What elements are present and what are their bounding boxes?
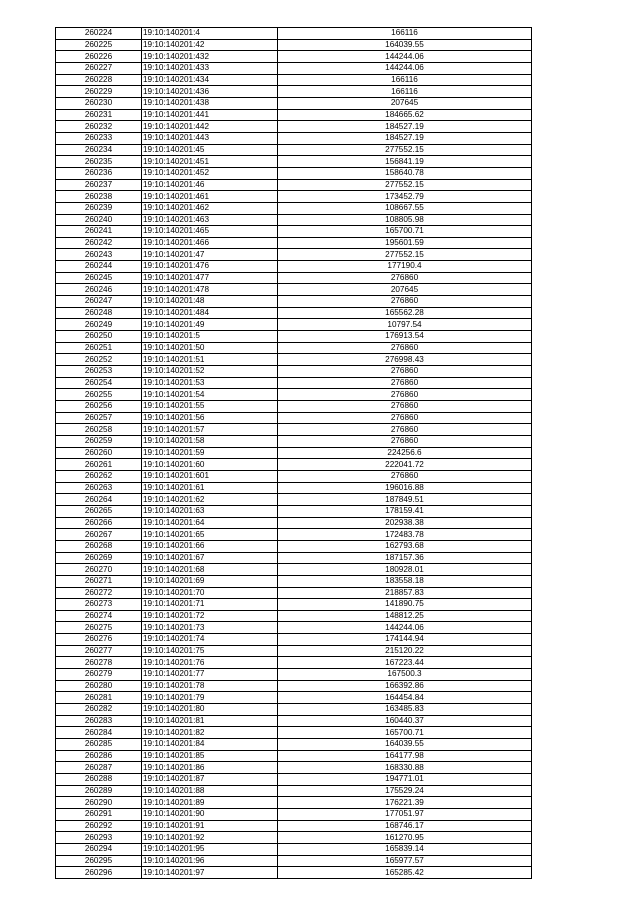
row-number-cell: 260255 bbox=[56, 389, 142, 401]
value-cell: 224256.6 bbox=[278, 447, 532, 459]
value-cell: 277552.15 bbox=[278, 144, 532, 156]
value-cell: 162793.68 bbox=[278, 540, 532, 552]
row-number-cell: 260260 bbox=[56, 447, 142, 459]
value-cell: 164454.84 bbox=[278, 692, 532, 704]
table-row bbox=[56, 529, 532, 541]
table-row bbox=[56, 692, 532, 704]
value-cell: 187849.51 bbox=[278, 494, 532, 506]
document-page bbox=[55, 27, 532, 879]
table-row bbox=[56, 28, 532, 40]
row-number-cell: 260227 bbox=[56, 62, 142, 74]
value-cell: 276860 bbox=[278, 342, 532, 354]
table-row bbox=[56, 645, 532, 657]
row-number-cell: 260230 bbox=[56, 97, 142, 109]
table-row bbox=[56, 750, 532, 762]
row-number-cell: 260282 bbox=[56, 704, 142, 716]
table-row bbox=[56, 820, 532, 832]
value-cell: 276860 bbox=[278, 389, 532, 401]
cadastral-number-cell: 19:10:140201:451 bbox=[142, 156, 278, 168]
row-number-cell: 260237 bbox=[56, 179, 142, 191]
table-row bbox=[56, 610, 532, 622]
cadastral-number-cell: 19:10:140201:74 bbox=[142, 634, 278, 646]
row-number-cell: 260224 bbox=[56, 28, 142, 40]
row-number-cell: 260235 bbox=[56, 156, 142, 168]
table-row bbox=[56, 552, 532, 564]
table-row bbox=[56, 377, 532, 389]
row-number-cell: 260262 bbox=[56, 470, 142, 482]
cadastral-number-cell: 19:10:140201:57 bbox=[142, 424, 278, 436]
table-row bbox=[56, 261, 532, 273]
table-row bbox=[56, 739, 532, 751]
value-cell: 165700.71 bbox=[278, 226, 532, 238]
table-row bbox=[56, 867, 532, 879]
cadastral-number-cell: 19:10:140201:70 bbox=[142, 587, 278, 599]
cadastral-number-cell: 19:10:140201:443 bbox=[142, 132, 278, 144]
cadastral-number-cell: 19:10:140201:92 bbox=[142, 832, 278, 844]
row-number-cell: 260281 bbox=[56, 692, 142, 704]
value-cell: 184527.19 bbox=[278, 132, 532, 144]
cadastral-number-cell: 19:10:140201:466 bbox=[142, 237, 278, 249]
row-number-cell: 260238 bbox=[56, 191, 142, 203]
value-cell: 166116 bbox=[278, 74, 532, 86]
cadastral-number-cell: 19:10:140201:66 bbox=[142, 540, 278, 552]
value-cell: 167223.44 bbox=[278, 657, 532, 669]
cadastral-number-cell: 19:10:140201:465 bbox=[142, 226, 278, 238]
cadastral-number-cell: 19:10:140201:78 bbox=[142, 680, 278, 692]
row-number-cell: 260261 bbox=[56, 459, 142, 471]
table-row bbox=[56, 132, 532, 144]
value-cell: 148812.25 bbox=[278, 610, 532, 622]
table-row bbox=[56, 797, 532, 809]
value-cell: 174144.94 bbox=[278, 634, 532, 646]
value-cell: 276998.43 bbox=[278, 354, 532, 366]
value-cell: 164039.55 bbox=[278, 39, 532, 51]
row-number-cell: 260277 bbox=[56, 645, 142, 657]
cadastral-number-cell: 19:10:140201:50 bbox=[142, 342, 278, 354]
table-row bbox=[56, 366, 532, 378]
cadastral-number-cell: 19:10:140201:476 bbox=[142, 261, 278, 273]
cadastral-number-cell: 19:10:140201:90 bbox=[142, 808, 278, 820]
row-number-cell: 260242 bbox=[56, 237, 142, 249]
value-cell: 175529.24 bbox=[278, 785, 532, 797]
row-number-cell: 260259 bbox=[56, 435, 142, 447]
table-row bbox=[56, 470, 532, 482]
cadastral-number-cell: 19:10:140201:76 bbox=[142, 657, 278, 669]
row-number-cell: 260246 bbox=[56, 284, 142, 296]
value-cell: 277552.15 bbox=[278, 179, 532, 191]
cadastral-number-cell: 19:10:140201:60 bbox=[142, 459, 278, 471]
table-row bbox=[56, 179, 532, 191]
cadastral-number-cell: 19:10:140201:62 bbox=[142, 494, 278, 506]
value-cell: 166116 bbox=[278, 28, 532, 40]
table-row bbox=[56, 727, 532, 739]
cadastral-number-cell: 19:10:140201:53 bbox=[142, 377, 278, 389]
value-cell: 165839.14 bbox=[278, 843, 532, 855]
row-number-cell: 260273 bbox=[56, 599, 142, 611]
value-cell: 184527.19 bbox=[278, 121, 532, 133]
value-cell: 144244.06 bbox=[278, 622, 532, 634]
row-number-cell: 260256 bbox=[56, 401, 142, 413]
cadastral-value-table bbox=[55, 27, 532, 879]
value-cell: 276860 bbox=[278, 470, 532, 482]
value-cell: 180928.01 bbox=[278, 564, 532, 576]
cadastral-number-cell: 19:10:140201:55 bbox=[142, 401, 278, 413]
value-cell: 144244.06 bbox=[278, 51, 532, 63]
value-cell: 187157.36 bbox=[278, 552, 532, 564]
table-row bbox=[56, 331, 532, 343]
value-cell: 276860 bbox=[278, 296, 532, 308]
table-row bbox=[56, 307, 532, 319]
table-row bbox=[56, 97, 532, 109]
value-cell: 276860 bbox=[278, 435, 532, 447]
value-cell: 218857.83 bbox=[278, 587, 532, 599]
row-number-cell: 260249 bbox=[56, 319, 142, 331]
row-number-cell: 260233 bbox=[56, 132, 142, 144]
cadastral-number-cell: 19:10:140201:477 bbox=[142, 272, 278, 284]
row-number-cell: 260229 bbox=[56, 86, 142, 98]
cadastral-number-cell: 19:10:140201:89 bbox=[142, 797, 278, 809]
row-number-cell: 260251 bbox=[56, 342, 142, 354]
cadastral-number-cell: 19:10:140201:52 bbox=[142, 366, 278, 378]
value-cell: 167500.3 bbox=[278, 669, 532, 681]
value-cell: 165285.42 bbox=[278, 867, 532, 879]
row-number-cell: 260288 bbox=[56, 774, 142, 786]
cadastral-number-cell: 19:10:140201:84 bbox=[142, 739, 278, 751]
cadastral-number-cell: 19:10:140201:77 bbox=[142, 669, 278, 681]
row-number-cell: 260280 bbox=[56, 680, 142, 692]
row-number-cell: 260264 bbox=[56, 494, 142, 506]
table-row bbox=[56, 540, 532, 552]
table-row bbox=[56, 51, 532, 63]
cadastral-number-cell: 19:10:140201:81 bbox=[142, 715, 278, 727]
table-row bbox=[56, 156, 532, 168]
table-row bbox=[56, 459, 532, 471]
row-number-cell: 260268 bbox=[56, 540, 142, 552]
table-row bbox=[56, 319, 532, 331]
row-number-cell: 260291 bbox=[56, 808, 142, 820]
cadastral-number-cell: 19:10:140201:73 bbox=[142, 622, 278, 634]
table-row bbox=[56, 342, 532, 354]
cadastral-number-cell: 19:10:140201:59 bbox=[142, 447, 278, 459]
row-number-cell: 260278 bbox=[56, 657, 142, 669]
cadastral-number-cell: 19:10:140201:72 bbox=[142, 610, 278, 622]
row-number-cell: 260276 bbox=[56, 634, 142, 646]
value-cell: 164039.55 bbox=[278, 739, 532, 751]
row-number-cell: 260245 bbox=[56, 272, 142, 284]
row-number-cell: 260265 bbox=[56, 505, 142, 517]
table-row bbox=[56, 505, 532, 517]
table-row bbox=[56, 808, 532, 820]
table-row bbox=[56, 669, 532, 681]
row-number-cell: 260271 bbox=[56, 575, 142, 587]
value-cell: 108805.98 bbox=[278, 214, 532, 226]
row-number-cell: 260243 bbox=[56, 249, 142, 261]
row-number-cell: 260250 bbox=[56, 331, 142, 343]
cadastral-number-cell: 19:10:140201:67 bbox=[142, 552, 278, 564]
value-cell: 161270.95 bbox=[278, 832, 532, 844]
table-row bbox=[56, 575, 532, 587]
cadastral-number-cell: 19:10:140201:48 bbox=[142, 296, 278, 308]
row-number-cell: 260294 bbox=[56, 843, 142, 855]
value-cell: 177190.4 bbox=[278, 261, 532, 273]
cadastral-number-cell: 19:10:140201:45 bbox=[142, 144, 278, 156]
cadastral-number-cell: 19:10:140201:47 bbox=[142, 249, 278, 261]
cadastral-number-cell: 19:10:140201:462 bbox=[142, 202, 278, 214]
cadastral-number-cell: 19:10:140201:95 bbox=[142, 843, 278, 855]
cadastral-number-cell: 19:10:140201:80 bbox=[142, 704, 278, 716]
cadastral-number-cell: 19:10:140201:432 bbox=[142, 51, 278, 63]
value-cell: 196016.88 bbox=[278, 482, 532, 494]
value-cell: 158640.78 bbox=[278, 167, 532, 179]
row-number-cell: 260290 bbox=[56, 797, 142, 809]
row-number-cell: 260286 bbox=[56, 750, 142, 762]
row-number-cell: 260232 bbox=[56, 121, 142, 133]
value-cell: 160440.37 bbox=[278, 715, 532, 727]
cadastral-number-cell: 19:10:140201:87 bbox=[142, 774, 278, 786]
value-cell: 166392.86 bbox=[278, 680, 532, 692]
value-cell: 165562.28 bbox=[278, 307, 532, 319]
row-number-cell: 260267 bbox=[56, 529, 142, 541]
table-row bbox=[56, 39, 532, 51]
value-cell: 222041.72 bbox=[278, 459, 532, 471]
cadastral-number-cell: 19:10:140201:82 bbox=[142, 727, 278, 739]
cadastral-number-cell: 19:10:140201:64 bbox=[142, 517, 278, 529]
value-cell: 276860 bbox=[278, 401, 532, 413]
table-row bbox=[56, 774, 532, 786]
row-number-cell: 260274 bbox=[56, 610, 142, 622]
value-cell: 183558.18 bbox=[278, 575, 532, 587]
table-row bbox=[56, 272, 532, 284]
value-cell: 168330.88 bbox=[278, 762, 532, 774]
cadastral-number-cell: 19:10:140201:58 bbox=[142, 435, 278, 447]
cadastral-number-cell: 19:10:140201:86 bbox=[142, 762, 278, 774]
row-number-cell: 260285 bbox=[56, 739, 142, 751]
row-number-cell: 260263 bbox=[56, 482, 142, 494]
value-cell: 141890.75 bbox=[278, 599, 532, 611]
table-row bbox=[56, 296, 532, 308]
row-number-cell: 260226 bbox=[56, 51, 142, 63]
cadastral-number-cell: 19:10:140201:97 bbox=[142, 867, 278, 879]
table-row bbox=[56, 855, 532, 867]
row-number-cell: 260287 bbox=[56, 762, 142, 774]
value-cell: 164177.98 bbox=[278, 750, 532, 762]
row-number-cell: 260295 bbox=[56, 855, 142, 867]
cadastral-number-cell: 19:10:140201:69 bbox=[142, 575, 278, 587]
cadastral-number-cell: 19:10:140201:441 bbox=[142, 109, 278, 121]
value-cell: 276860 bbox=[278, 272, 532, 284]
value-cell: 166116 bbox=[278, 86, 532, 98]
row-number-cell: 260240 bbox=[56, 214, 142, 226]
table-row bbox=[56, 785, 532, 797]
table-row bbox=[56, 634, 532, 646]
row-number-cell: 260289 bbox=[56, 785, 142, 797]
table-row bbox=[56, 622, 532, 634]
cadastral-number-cell: 19:10:140201:91 bbox=[142, 820, 278, 832]
value-cell: 184665.62 bbox=[278, 109, 532, 121]
cadastral-number-cell: 19:10:140201:49 bbox=[142, 319, 278, 331]
value-cell: 156841.19 bbox=[278, 156, 532, 168]
row-number-cell: 260234 bbox=[56, 144, 142, 156]
cadastral-number-cell: 19:10:140201:71 bbox=[142, 599, 278, 611]
value-cell: 195601.59 bbox=[278, 237, 532, 249]
cadastral-number-cell: 19:10:140201:65 bbox=[142, 529, 278, 541]
table-row bbox=[56, 587, 532, 599]
cadastral-number-cell: 19:10:140201:484 bbox=[142, 307, 278, 319]
row-number-cell: 260257 bbox=[56, 412, 142, 424]
table-row bbox=[56, 284, 532, 296]
value-cell: 165977.57 bbox=[278, 855, 532, 867]
row-number-cell: 260283 bbox=[56, 715, 142, 727]
cadastral-number-cell: 19:10:140201:54 bbox=[142, 389, 278, 401]
value-cell: 207645 bbox=[278, 97, 532, 109]
row-number-cell: 260284 bbox=[56, 727, 142, 739]
table-row bbox=[56, 843, 532, 855]
value-cell: 194771.01 bbox=[278, 774, 532, 786]
value-cell: 207645 bbox=[278, 284, 532, 296]
table-row bbox=[56, 762, 532, 774]
row-number-cell: 260228 bbox=[56, 74, 142, 86]
row-number-cell: 260254 bbox=[56, 377, 142, 389]
row-number-cell: 260241 bbox=[56, 226, 142, 238]
value-cell: 276860 bbox=[278, 424, 532, 436]
cadastral-number-cell: 19:10:140201:4 bbox=[142, 28, 278, 40]
table-row bbox=[56, 62, 532, 74]
cadastral-number-cell: 19:10:140201:434 bbox=[142, 74, 278, 86]
cadastral-number-cell: 19:10:140201:51 bbox=[142, 354, 278, 366]
cadastral-number-cell: 19:10:140201:85 bbox=[142, 750, 278, 762]
table-row bbox=[56, 121, 532, 133]
table-row bbox=[56, 704, 532, 716]
table-row bbox=[56, 214, 532, 226]
value-cell: 176221.39 bbox=[278, 797, 532, 809]
cadastral-number-cell: 19:10:140201:61 bbox=[142, 482, 278, 494]
cadastral-number-cell: 19:10:140201:79 bbox=[142, 692, 278, 704]
row-number-cell: 260269 bbox=[56, 552, 142, 564]
value-cell: 276860 bbox=[278, 377, 532, 389]
table-row bbox=[56, 389, 532, 401]
cadastral-number-cell: 19:10:140201:461 bbox=[142, 191, 278, 203]
cadastral-number-cell: 19:10:140201:63 bbox=[142, 505, 278, 517]
table-row bbox=[56, 226, 532, 238]
table-row bbox=[56, 715, 532, 727]
row-number-cell: 260275 bbox=[56, 622, 142, 634]
cadastral-number-cell: 19:10:140201:463 bbox=[142, 214, 278, 226]
cadastral-number-cell: 19:10:140201:452 bbox=[142, 167, 278, 179]
row-number-cell: 260279 bbox=[56, 669, 142, 681]
cadastral-number-cell: 19:10:140201:42 bbox=[142, 39, 278, 51]
table-row bbox=[56, 249, 532, 261]
value-cell: 144244.06 bbox=[278, 62, 532, 74]
cadastral-number-cell: 19:10:140201:478 bbox=[142, 284, 278, 296]
row-number-cell: 260247 bbox=[56, 296, 142, 308]
row-number-cell: 260258 bbox=[56, 424, 142, 436]
table-body bbox=[56, 28, 532, 879]
table-row bbox=[56, 167, 532, 179]
value-cell: 168746.17 bbox=[278, 820, 532, 832]
table-row bbox=[56, 447, 532, 459]
table-row bbox=[56, 564, 532, 576]
row-number-cell: 260296 bbox=[56, 867, 142, 879]
cadastral-number-cell: 19:10:140201:601 bbox=[142, 470, 278, 482]
cadastral-number-cell: 19:10:140201:96 bbox=[142, 855, 278, 867]
cadastral-number-cell: 19:10:140201:438 bbox=[142, 97, 278, 109]
value-cell: 108667.55 bbox=[278, 202, 532, 214]
table-row bbox=[56, 657, 532, 669]
row-number-cell: 260236 bbox=[56, 167, 142, 179]
cadastral-number-cell: 19:10:140201:68 bbox=[142, 564, 278, 576]
row-number-cell: 260253 bbox=[56, 366, 142, 378]
value-cell: 178159.41 bbox=[278, 505, 532, 517]
value-cell: 176913.54 bbox=[278, 331, 532, 343]
table-row bbox=[56, 494, 532, 506]
value-cell: 277552.15 bbox=[278, 249, 532, 261]
table-row bbox=[56, 680, 532, 692]
value-cell: 172483.78 bbox=[278, 529, 532, 541]
cadastral-number-cell: 19:10:140201:442 bbox=[142, 121, 278, 133]
table-row bbox=[56, 237, 532, 249]
row-number-cell: 260225 bbox=[56, 39, 142, 51]
table-row bbox=[56, 191, 532, 203]
table-row bbox=[56, 482, 532, 494]
table-row bbox=[56, 517, 532, 529]
cadastral-number-cell: 19:10:140201:5 bbox=[142, 331, 278, 343]
cadastral-number-cell: 19:10:140201:436 bbox=[142, 86, 278, 98]
table-row bbox=[56, 74, 532, 86]
table-row bbox=[56, 202, 532, 214]
table-row bbox=[56, 832, 532, 844]
row-number-cell: 260292 bbox=[56, 820, 142, 832]
cadastral-number-cell: 19:10:140201:75 bbox=[142, 645, 278, 657]
value-cell: 173452.79 bbox=[278, 191, 532, 203]
table-row bbox=[56, 86, 532, 98]
row-number-cell: 260293 bbox=[56, 832, 142, 844]
row-number-cell: 260231 bbox=[56, 109, 142, 121]
value-cell: 163485.83 bbox=[278, 704, 532, 716]
cadastral-number-cell: 19:10:140201:433 bbox=[142, 62, 278, 74]
table-row bbox=[56, 412, 532, 424]
cadastral-number-cell: 19:10:140201:46 bbox=[142, 179, 278, 191]
value-cell: 276860 bbox=[278, 412, 532, 424]
table-row bbox=[56, 401, 532, 413]
row-number-cell: 260248 bbox=[56, 307, 142, 319]
row-number-cell: 260239 bbox=[56, 202, 142, 214]
cadastral-number-cell: 19:10:140201:56 bbox=[142, 412, 278, 424]
row-number-cell: 260266 bbox=[56, 517, 142, 529]
row-number-cell: 260272 bbox=[56, 587, 142, 599]
table-row bbox=[56, 424, 532, 436]
value-cell: 177051.97 bbox=[278, 808, 532, 820]
value-cell: 215120.22 bbox=[278, 645, 532, 657]
table-row bbox=[56, 354, 532, 366]
row-number-cell: 260244 bbox=[56, 261, 142, 273]
row-number-cell: 260252 bbox=[56, 354, 142, 366]
value-cell: 202938.38 bbox=[278, 517, 532, 529]
value-cell: 165700.71 bbox=[278, 727, 532, 739]
table-row bbox=[56, 435, 532, 447]
table-row bbox=[56, 144, 532, 156]
cadastral-number-cell: 19:10:140201:88 bbox=[142, 785, 278, 797]
row-number-cell: 260270 bbox=[56, 564, 142, 576]
table-row bbox=[56, 109, 532, 121]
table-row bbox=[56, 599, 532, 611]
value-cell: 276860 bbox=[278, 366, 532, 378]
value-cell: 10797.54 bbox=[278, 319, 532, 331]
